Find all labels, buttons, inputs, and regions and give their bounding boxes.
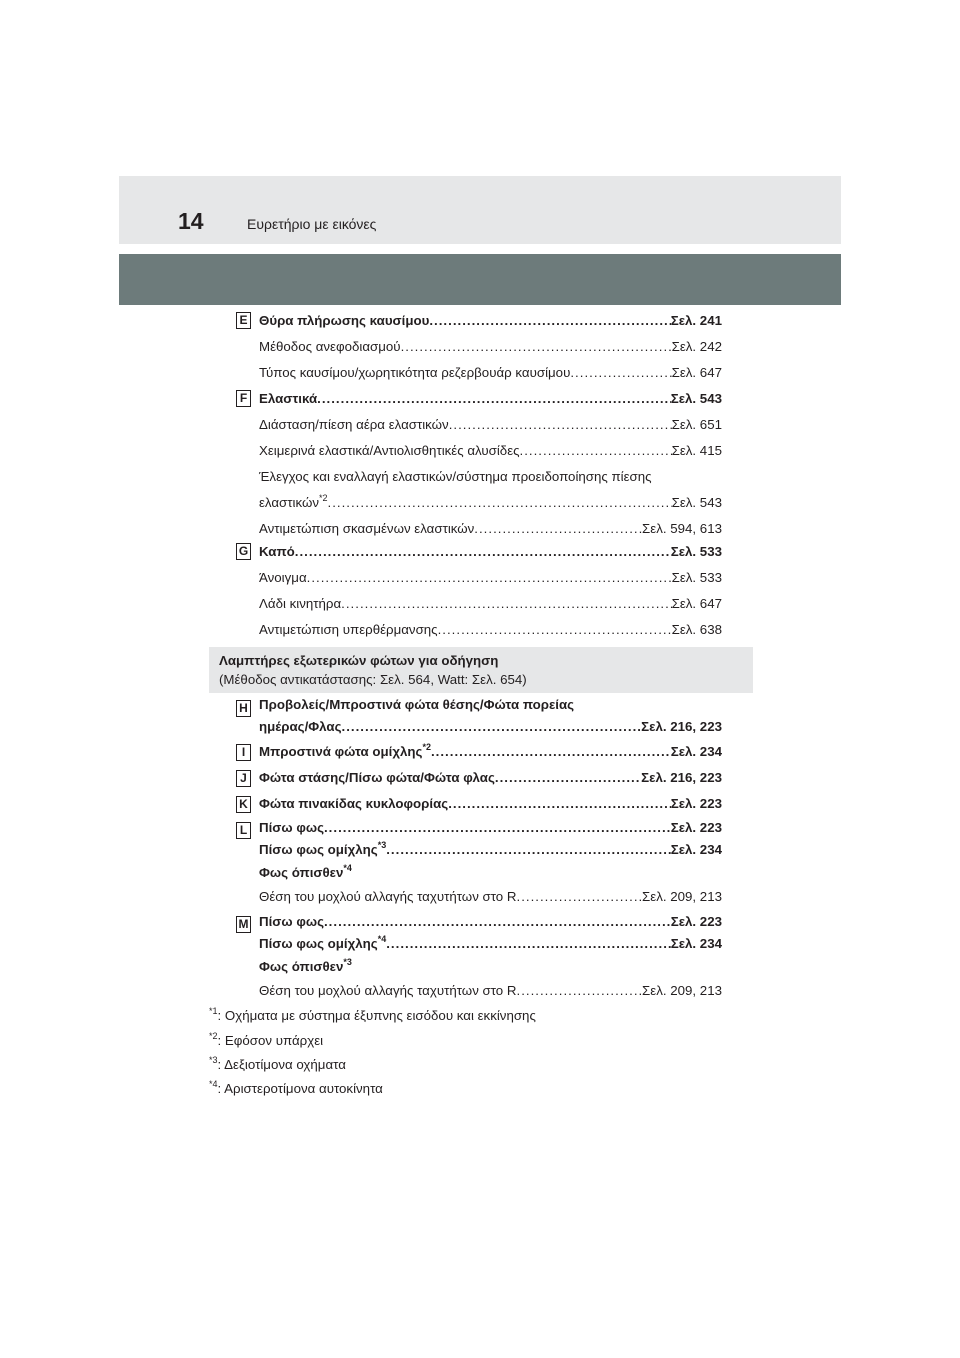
entry-text: Φως όπισθεν	[259, 865, 344, 880]
page-ref: Σελ. 209, 213	[642, 983, 722, 998]
section-bar	[119, 254, 841, 305]
page-ref: Σελ. 223	[670, 914, 722, 929]
index-entry[interactable]	[259, 817, 722, 839]
page-ref: Σελ. 415	[671, 443, 722, 458]
footnote-ref: *3	[377, 839, 387, 850]
entry-text: Χειμερινά ελαστικά/Αντιολισθητικές αλυσίδες	[259, 443, 520, 458]
index-entry[interactable]	[259, 386, 722, 412]
page-ref: Σελ. 543	[670, 391, 722, 406]
section-letter-i: I	[236, 744, 251, 761]
section-j	[259, 765, 722, 791]
entry-text: Φως όπισθεν	[259, 959, 344, 974]
dot-leader	[448, 791, 671, 817]
section-letter-g: G	[236, 543, 251, 560]
entry-text: Θύρα πλήρωσης καυσίμου	[259, 313, 430, 328]
entry-text: Τύπος καυσίμου/χωρητικότητα ρεζερβουάρ καυσίμου	[259, 365, 571, 380]
section-l	[259, 817, 722, 909]
index-entry[interactable]	[259, 334, 722, 360]
footnote-ref: *2	[422, 741, 431, 752]
entry-text: Διάσταση/πίεση αέρα ελαστικών	[259, 417, 449, 432]
dot-leader	[328, 490, 672, 516]
entry-text: Φώτα πινακίδας κυκλοφορίας	[259, 796, 449, 811]
entry-text: ελαστικών	[259, 495, 319, 510]
dot-leader	[324, 817, 671, 839]
entry-text: Μέθοδος ανεφοδιασμού	[259, 339, 401, 354]
page-ref: Σελ. 594, 613	[642, 521, 722, 536]
entry-text: Πίσω φως	[259, 914, 324, 929]
index-entry[interactable]	[259, 438, 722, 464]
lamps-info-box	[209, 647, 753, 693]
dot-leader	[431, 739, 671, 765]
page-ref: Σελ. 223	[670, 820, 722, 835]
footnote-text: : Αριστεροτίμονα αυτοκίνητα	[217, 1081, 383, 1096]
section-letter-h: H	[236, 700, 251, 717]
page-ref: Σελ. 651	[671, 417, 722, 432]
section-i	[259, 739, 722, 765]
entry-text: Πίσω φως ομίχλης	[259, 936, 378, 951]
page-ref: Σελ. 234	[670, 936, 722, 951]
header-band	[119, 176, 841, 244]
index-entry[interactable]	[259, 933, 722, 955]
dot-leader	[317, 386, 671, 412]
footnote-text: : Δεξιοτίμονα οχήματα	[217, 1057, 346, 1072]
page-ref: Σελ. 638	[671, 622, 722, 637]
page-ref: Σελ. 216, 223	[641, 719, 722, 734]
dot-leader	[295, 539, 671, 565]
index-entry[interactable]	[259, 791, 722, 817]
page-ref: Σελ. 234	[670, 744, 722, 759]
footnote-ref: *3	[343, 956, 352, 967]
page-ref: Σελ. 216, 223	[641, 770, 722, 785]
dot-leader	[570, 360, 671, 386]
entry-text: Καπό	[259, 544, 295, 559]
index-entry[interactable]	[259, 308, 722, 334]
dot-leader	[342, 714, 642, 740]
entry-text: Πίσω φως ομίχλης	[259, 842, 378, 857]
entry-text: Θέση του μοχλού αλλαγής ταχυτήτων στο R	[259, 983, 517, 998]
section-letter-k: K	[236, 796, 251, 813]
footnote-mark: *4	[209, 1078, 218, 1089]
index-entry-line[interactable]	[259, 861, 722, 885]
section-f	[259, 386, 722, 542]
page-ref: Σελ. 543	[671, 495, 722, 510]
index-entry[interactable]	[259, 765, 722, 791]
index-entry[interactable]	[259, 591, 722, 617]
footnote-mark: *2	[209, 1030, 218, 1041]
index-entry[interactable]	[259, 839, 722, 861]
dot-leader	[449, 412, 672, 438]
section-g	[259, 539, 722, 643]
dot-leader	[438, 617, 672, 643]
entry-text: Θέση του μοχλού αλλαγής ταχυτήτων στο R	[259, 889, 517, 904]
entry-text: Άνοιγμα	[259, 570, 307, 585]
dot-leader	[520, 438, 672, 464]
entry-text: Φώτα στάσης/Πίσω φώτα/Φώτα φλας	[259, 770, 495, 785]
section-letter-l: L	[236, 822, 251, 839]
page-ref: Σελ. 533	[671, 570, 722, 585]
footnote	[209, 1078, 383, 1096]
index-entry[interactable]	[259, 617, 722, 643]
lamps-title: Λαμπτήρες εξωτερικών φώτων για οδήγηση	[219, 653, 499, 668]
entry-text: Μπροστινά φώτα ομίχλης	[259, 744, 423, 759]
section-letter-m: M	[236, 916, 251, 933]
dot-leader	[386, 839, 671, 861]
index-entry-line[interactable]	[259, 955, 722, 979]
index-entry-line[interactable]: Έλεγχος και εναλλαγή ελαστικών/σύστημα προειδοποίησης πίεσης	[259, 469, 652, 484]
footnote	[209, 1054, 346, 1072]
page-ref: Σελ. 223	[670, 796, 722, 811]
dot-leader	[307, 565, 672, 591]
index-entry[interactable]	[259, 565, 722, 591]
index-entry[interactable]	[259, 490, 722, 516]
entry-text: Λάδι κινητήρα	[259, 596, 342, 611]
index-entry[interactable]	[259, 911, 722, 933]
lamps-note: (Μέθοδος αντικατάστασης: Σελ. 564, Watt: Σελ. 654)	[219, 672, 527, 687]
footnote-mark: *3	[209, 1054, 218, 1065]
entry-text: Ελαστικά	[259, 391, 318, 406]
footnote	[209, 1005, 536, 1023]
dot-leader	[401, 334, 672, 360]
entry-text: Αντιμετώπιση υπερθέρμανσης	[259, 622, 438, 637]
index-entry[interactable]	[259, 714, 722, 740]
index-entry[interactable]	[259, 412, 722, 438]
page-number: 14	[178, 208, 204, 234]
section-k	[259, 791, 722, 817]
index-entry[interactable]	[259, 739, 722, 765]
dot-leader	[517, 885, 643, 909]
footnote-text: : Εφόσον υπάρχει	[217, 1033, 324, 1048]
page-ref: Σελ. 241	[670, 313, 722, 328]
dot-leader	[517, 979, 643, 1003]
dot-leader	[324, 911, 671, 933]
footnote	[209, 1030, 324, 1048]
page-ref: Σελ. 242	[671, 339, 722, 354]
footnote-text: : Οχήματα με σύστημα έξυπνης εισόδου και εκκίνησης	[217, 1008, 536, 1023]
page-title: Ευρετήριο με εικόνες	[247, 216, 377, 232]
section-letter-j: J	[236, 770, 251, 787]
page-ref: Σελ. 234	[670, 842, 722, 857]
index-entry[interactable]	[259, 885, 722, 909]
section-m	[259, 911, 722, 1003]
index-entry[interactable]	[259, 979, 722, 1003]
section-h	[259, 695, 722, 740]
index-entry[interactable]	[259, 360, 722, 386]
page-ref: Σελ. 533	[670, 544, 722, 559]
section-letter-f: F	[236, 390, 251, 407]
page-ref: Σελ. 647	[671, 596, 722, 611]
entry-text: Αντιμετώπιση σκασμένων ελαστικών	[259, 521, 475, 536]
footnote-mark: *1	[209, 1005, 218, 1016]
footnote-ref: *2	[319, 492, 328, 503]
page-ref: Σελ. 209, 213	[642, 889, 722, 904]
footnote-ref: *4	[377, 933, 387, 944]
dot-leader	[341, 591, 671, 617]
dot-leader	[386, 933, 671, 955]
entry-text: ημέρας/Φλας	[259, 719, 342, 734]
footnote-ref: *4	[343, 862, 352, 873]
dot-leader	[429, 308, 670, 334]
entry-text: Πίσω φως	[259, 820, 324, 835]
section-letter-e: E	[236, 312, 251, 329]
section-e	[259, 308, 722, 386]
index-entry[interactable]	[259, 539, 722, 565]
index-entry-line[interactable]: Προβολείς/Μπροστινά φώτα θέσης/Φώτα πορείας	[259, 697, 575, 712]
dot-leader	[495, 765, 641, 791]
page-ref: Σελ. 647	[671, 365, 722, 380]
